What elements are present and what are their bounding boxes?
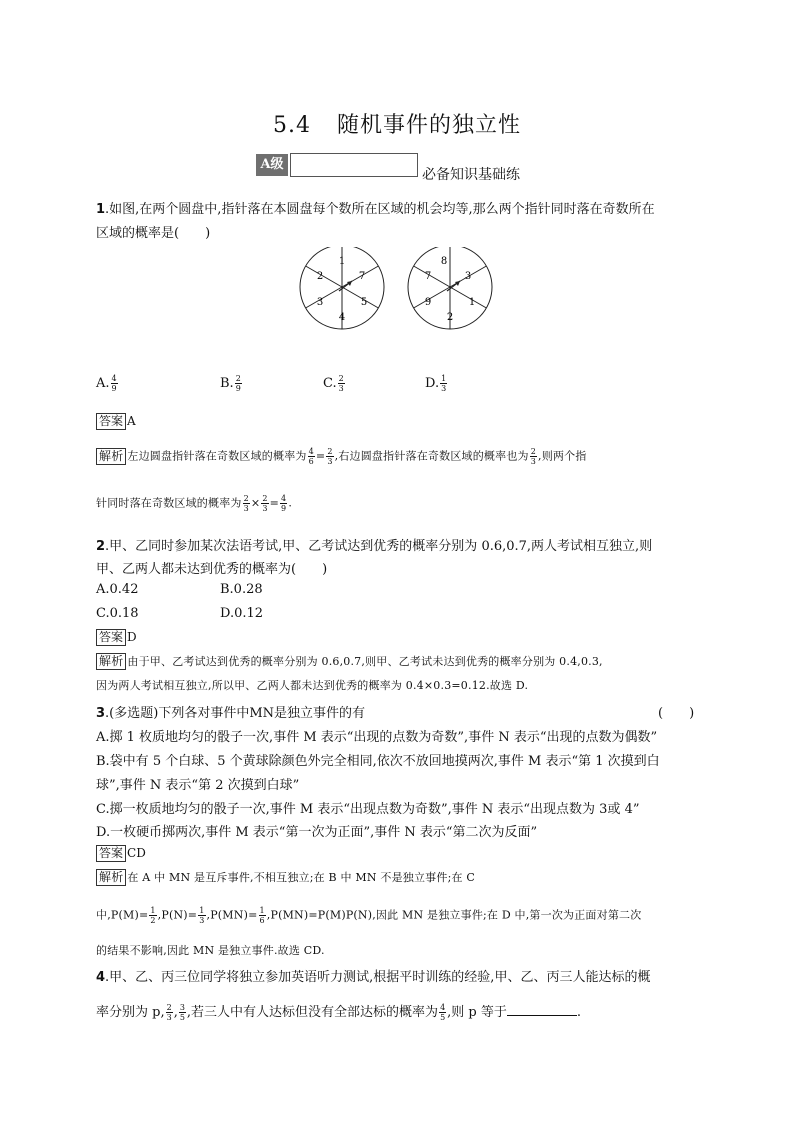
q2-explanation-line1: 解析 由于甲、乙考试达到优秀的概率分别为 0.6,0.7,则甲、乙考试未达到优秀的概率分别为 0.4,0.3, (96, 653, 603, 670)
q3-option-d: D.一枚硬币掷两次,事件 M 表示“第一次为正面”,事件 N 表示“第二次为反面” (96, 825, 538, 840)
q1-answer: 答案 A (96, 413, 136, 430)
q3-option-b-line2: 球”,事件 N 表示“第 2 次摸到白球” (96, 778, 300, 793)
fraction: $\frac{2}{3}$ (327, 447, 333, 466)
spinner-left-label: 7 (358, 271, 366, 282)
fraction: $\frac{2}{3}$ (338, 374, 344, 393)
q2-option-c: C.0.18 (96, 606, 139, 621)
spinner-right (408, 247, 492, 329)
fraction: $\frac{4}{6}$ (308, 447, 314, 466)
q3-explanation-line3: 的结果不影响,因此 MN 是独立事件.故选 CD. (96, 944, 325, 957)
fraction: $\frac{2}{3}$ (530, 447, 537, 466)
explanation-tag: 解析 (96, 653, 126, 670)
answer-tag: 答案 (96, 413, 126, 430)
fraction: $\frac{3}{5}$ (179, 1003, 185, 1022)
fraction: $\frac{4}{9}$ (111, 374, 117, 393)
q3-option-c: C.掷一枚质地均匀的骰子一次,事件 M 表示“出现点数为奇数”,事件 N 表示“出现点数为 3或 4” (96, 802, 640, 817)
level-name-box (290, 153, 418, 177)
fraction: $\frac{2}{3}$ (243, 494, 249, 513)
spinner-left-label: 1 (338, 256, 346, 267)
q1-option-b: B. $\frac{2}{9}$ (220, 374, 241, 393)
q2-option-a: A.0.42 (96, 582, 139, 597)
fraction: $\frac{2}{3}$ (262, 494, 268, 513)
level-badge: A级 (256, 154, 288, 176)
spinner-left-label: 2 (316, 271, 324, 282)
q2-option-d: D.0.12 (220, 606, 264, 621)
fraction: $\frac{1}{6}$ (259, 906, 265, 925)
q1-stem-line1: 1.如图,在两个圆盘中,指针落在本圆盘每个数所在区域的机会均等,那么两个指针同时落在奇数所在 (96, 202, 655, 217)
answer-blank[interactable] (507, 1003, 577, 1016)
q3-explanation-line1: 解析 在 A 中 MN 是互斥事件,不相互独立;在 B 中 MN 不是独立事件;在 C (96, 869, 475, 886)
fraction: $\frac{4}{9}$ (281, 494, 287, 513)
spinner-left-label: 3 (316, 297, 324, 308)
q1-option-a: A. $\frac{4}{9}$ (96, 374, 117, 393)
q1-option-c: C. $\frac{2}{3}$ (323, 374, 344, 393)
q1-explanation-line1: 解析 左边圆盘指针落在奇数区域的概率为 $\frac{4}{6}$ = $\frac{2}{3}$ ,右边圆盘指针落在奇数区域的概率也为 $\frac{2}{3}$ ,则两个指 (96, 447, 587, 466)
spinner-right-label: 8 (440, 256, 448, 267)
fraction: $\frac{2}{3}$ (166, 1003, 172, 1022)
answer-tag: 答案 (96, 629, 126, 646)
spinner-figure (296, 247, 516, 333)
q2-stem-line1: 2.甲、乙同时参加某次法语考试,甲、乙考试达到优秀的概率分别为 0.6,0.7,两人考试相互独立,则 (96, 539, 653, 554)
explanation-tag: 解析 (96, 448, 126, 465)
spinner-right-label: 2 (446, 312, 454, 323)
q3-option-a: A.掷 1 枚质地均匀的骰子一次,事件 M 表示“出现的点数为奇数”,事件 N 表示“出现的点数为偶数” (96, 730, 658, 745)
q4-stem-line1: 4.甲、乙、丙三位同学将独立参加英语听力测试,根据平时训练的经验,甲、乙、丙三人能达标的概 (96, 970, 651, 985)
q2-stem-line2: 甲、乙两人都未达到优秀的概率为( ) (96, 562, 328, 577)
q3-stem: 3.(多选题)下列各对事件中MN是独立事件的有 (96, 706, 366, 721)
q3-answer-paren: ( ) (658, 706, 695, 721)
q3-option-b-line1: B.袋中有 5 个白球、5 个黄球除颜色外完全相同,依次不放回地摸两次,事件 M 表示“第 1 次摸到白 (96, 754, 660, 769)
fraction: $\frac{1}{3}$ (199, 906, 205, 925)
spinner-right-label: 1 (468, 297, 476, 308)
page-title: 5.4 随机事件的独立性 (272, 113, 521, 138)
fraction: $\frac{1}{3}$ (441, 374, 447, 393)
level-label: 必备知识基础练 (422, 167, 520, 183)
fraction: $\frac{2}{9}$ (235, 374, 241, 393)
spinner-left (300, 247, 384, 329)
spinner-right-label: 7 (424, 271, 432, 282)
spinner-left-label: 5 (360, 297, 368, 308)
spinner-left-label: 4 (338, 312, 346, 323)
spinner-right-label: 9 (424, 297, 432, 308)
q1-option-d: D. $\frac{1}{3}$ (425, 374, 447, 393)
answer-tag: 答案 (96, 845, 126, 862)
q2-answer: 答案 D (96, 629, 137, 646)
q4-stem-line2: 率分别为 p, $\frac{2}{3}$ , $\frac{3}{5}$ ,若三人中有人达标但没有全部达标的概率为 $\frac{4}{5}$ ,则 p 等于 . (96, 1003, 582, 1022)
q2-explanation-line2: 因为两人考试相互独立,所以甲、乙两人都未达到优秀的概率为 0.4×0.3=0.12.故选 D. (96, 679, 529, 692)
q3-explanation-line2: 中,P(M)= $\frac{1}{2}$ ,P(N)= $\frac{1}{3}$ ,P(MN)= $\frac{1}{6}$ ,P(MN)=P(M)P(N),因此 MN 是独立事件;在 D 中,第一次为正面对第二次 (96, 906, 642, 925)
fraction: $\frac{1}{2}$ (150, 906, 156, 925)
q2-option-b: B.0.28 (220, 582, 263, 597)
spinner-right-label: 3 (464, 271, 472, 282)
explanation-tag: 解析 (96, 869, 126, 886)
q3-answer: 答案 CD (96, 845, 146, 862)
q1-explanation-line2: 针同时落在奇数区域的概率为 $\frac{2}{3}$ × $\frac{2}{3}$ = $\frac{4}{9}$ . (96, 494, 293, 513)
q1-stem-line2: 区域的概率是( ) (96, 226, 211, 241)
fraction: $\frac{4}{5}$ (440, 1003, 446, 1022)
